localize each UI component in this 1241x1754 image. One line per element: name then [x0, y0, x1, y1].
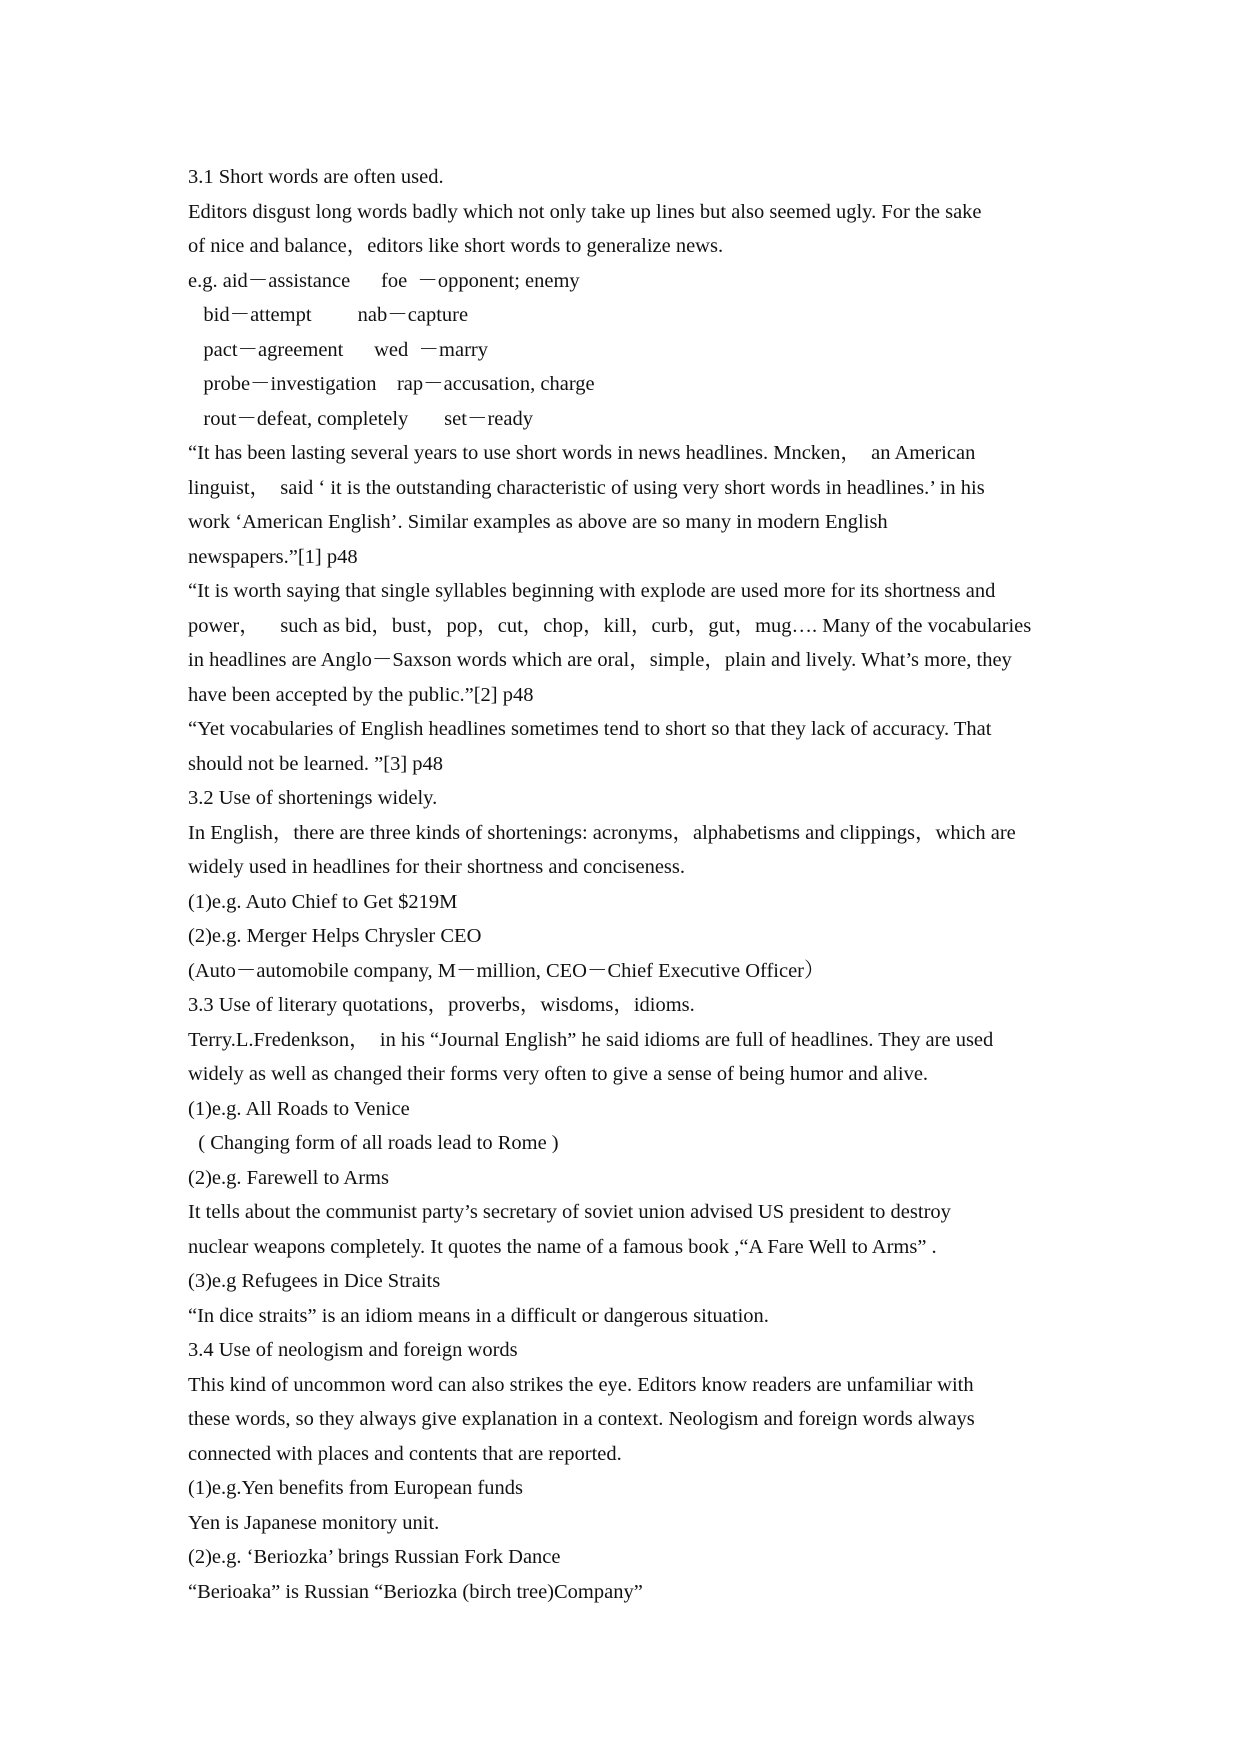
paragraph-line: Yen is Japanese monitory unit.	[188, 1511, 440, 1534]
paragraph-line: in headlines are Anglo－Saxson words which are oral，simple，plain and lively. What’s more, they	[188, 649, 1012, 671]
paragraph-line: “Yet vocabularies of English headlines sometimes tend to short so that they lack of accuracy. That	[188, 718, 992, 740]
section-heading: 3.3 Use of literary quotations，proverbs，wisdoms，idioms.	[188, 994, 695, 1016]
document-body	[188, 160, 1068, 1609]
paragraph-line: “It is worth saying that single syllables beginning with explode are used more for its shortness and	[188, 580, 996, 602]
paragraph-line: In English，there are three kinds of shortenings: acronyms，alphabetisms and clippings，which are	[188, 821, 1016, 844]
paragraph-line: (Auto－automobile company, M－million, CEO－Chief Executive Officer）	[188, 959, 825, 982]
paragraph-line: Editors disgust long words badly which not only take up lines but also seemed ugly. For the sake	[188, 200, 982, 223]
paragraph-line: connected with places and contents that are reported.	[188, 1442, 622, 1465]
paragraph-line: Terry.L.Fredenkson， in his “Journal English” he said idioms are full of headlines. They are used	[188, 1028, 994, 1051]
paragraph-line: widely as well as changed their forms very often to give a sense of being humor and alive.	[188, 1063, 929, 1085]
example-line: e.g. aid－assistance foe －opponent; enemy	[188, 269, 580, 292]
paragraph-line: have been accepted by the public.”[2] p48	[188, 683, 534, 706]
paragraph-line: these words, so they always give explanation in a context. Neologism and foreign words always	[188, 1408, 975, 1430]
paragraph-line: This kind of uncommon word can also strikes the eye. Editors know readers are unfamiliar with	[188, 1373, 974, 1396]
paragraph-line: widely used in headlines for their shortness and conciseness.	[188, 856, 686, 878]
paragraph-line: It tells about the communist party’s secretary of soviet union advised US president to destroy	[188, 1201, 951, 1223]
section-heading: 3.2 Use of shortenings widely.	[188, 787, 438, 809]
example-line: (2)e.g. Merger Helps Chrysler CEO	[188, 925, 482, 947]
example-line: bid－attempt nab－capture	[188, 304, 469, 326]
example-line: (2)e.g. ‘Beriozka’ brings Russian Fork Dance	[188, 1546, 561, 1568]
paragraph-line: “In dice straits” is an idiom means in a difficult or dangerous situation.	[188, 1304, 769, 1327]
paragraph-line: nuclear weapons completely. It quotes the name of a famous book ,“A Fare Well to Arms” .	[188, 1235, 937, 1258]
paragraph-line: “It has been lasting several years to use short words in news headlines. Mncken， an American	[188, 442, 976, 464]
example-line: (1)e.g. All Roads to Venice	[188, 1097, 410, 1120]
example-line: pact－agreement wed －marry	[188, 338, 488, 361]
paragraph-line: of nice and balance，editors like short words to generalize news.	[188, 235, 724, 257]
example-line: (1)e.g. Auto Chief to Get $219M	[188, 890, 458, 913]
paragraph-line: “Berioaka” is Russian “Beriozka (birch tree)Company”	[188, 1580, 643, 1603]
section-heading: 3.4 Use of neologism and foreign words	[188, 1339, 518, 1361]
example-line: (3)e.g Refugees in Dice Straits	[188, 1270, 441, 1292]
section-heading: 3.1 Short words are often used.	[188, 166, 444, 188]
paragraph-line: work ‘American English’. Similar examples as above are so many in modern English	[188, 511, 888, 533]
example-line: (2)e.g. Farewell to Arms	[188, 1166, 389, 1189]
example-line: (1)e.g.Yen benefits from European funds	[188, 1477, 523, 1499]
paragraph-line: newspapers.”[1] p48	[188, 545, 358, 568]
paragraph-line: power， such as bid，bust，pop，cut，chop，kill，curb，gut，mug…. Many of the vocabularies	[188, 614, 1032, 637]
example-line: ( Changing form of all roads lead to Rome )	[188, 1132, 559, 1154]
example-line: rout－defeat, completely set－ready	[188, 407, 533, 430]
example-line: probe－investigation rap－accusation, charge	[188, 373, 595, 395]
paragraph-line: linguist， said ‘ it is the outstanding characteristic of using very short words in headlines.’ in his	[188, 476, 985, 499]
paragraph-line: should not be learned. ”[3] p48	[188, 752, 444, 775]
